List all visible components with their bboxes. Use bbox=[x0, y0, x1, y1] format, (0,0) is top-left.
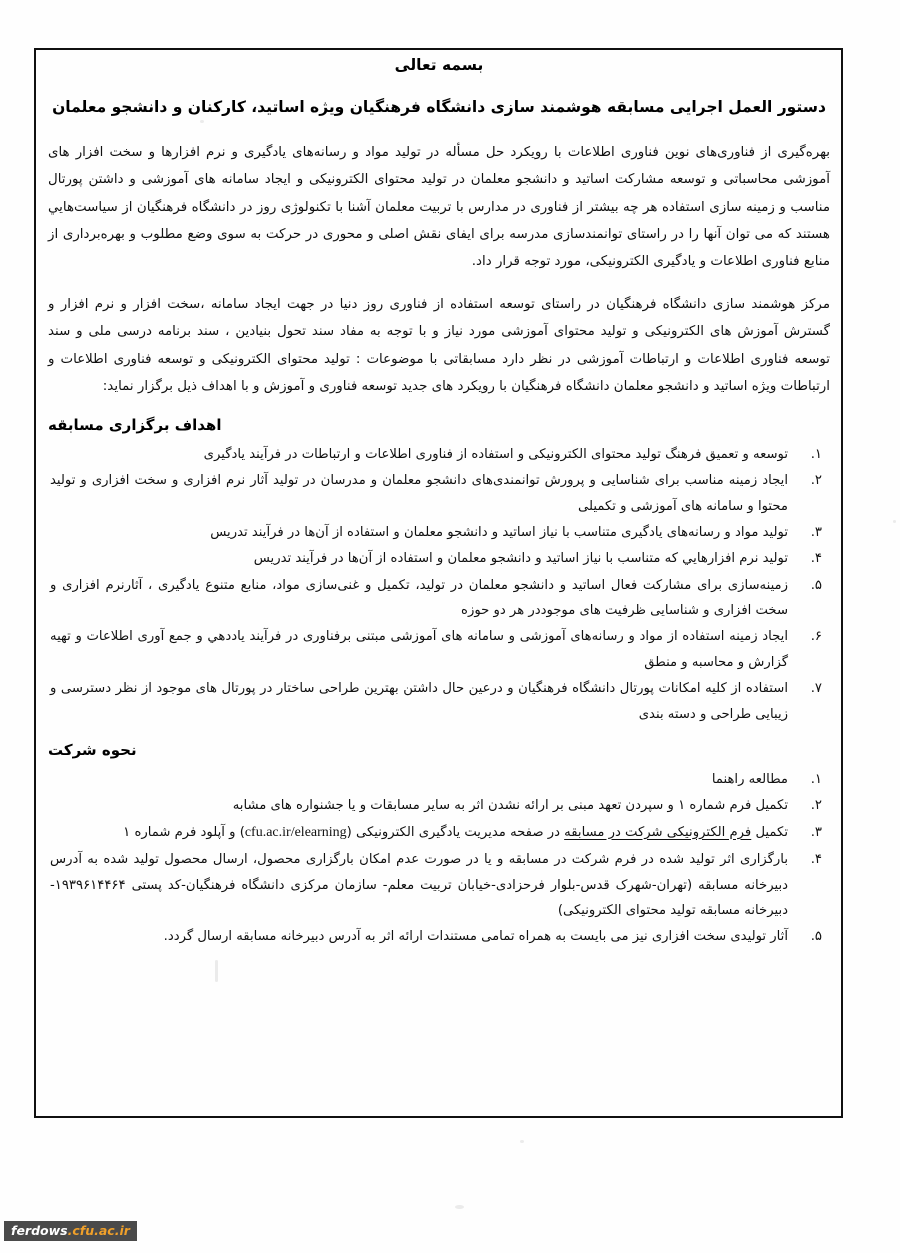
participation-item bbox=[48, 767, 822, 792]
goal-item-text: ایجاد زمینه استفاده از مواد و رسانه‌های آموزشی و سامانه های آموزشی مبتنی برفناوری در فرآیند یاددهي و جمع آوری اطلاعات و تهیه گزارش و محاسبه و منطق bbox=[50, 629, 788, 670]
participation-item-text: مطالعه راهنما bbox=[711, 771, 788, 787]
goal-item bbox=[48, 676, 822, 727]
goal-item bbox=[48, 624, 822, 675]
intro-paragraph-1: بهره‌گیری از فناوری‌های نوین فناوری اطلاعات با رویکرد حل مسأله در تولید مواد و رسانه‌های یادگیری و نرم افزارها و سخت افزار های آموزشی محاسباتی و توسعه مشارکت اساتید و دانشجو معلمان در تولید محتوای الکترونیکی و ایجاد سامانه های آموزشی و داشتن پورتال مناسب و زمینه سازی استفاده هر چه بیشتر از فناوری در مدارس با تربیت معلمان آشنا با تکنولوژی روز در دانشگاه فرهنگیان از سیاست‌هایي هستند که می توان آنها را در راستای توانمندسازی مدرسه برای ایفای نقش اصلی و محوری در حرکت به سوی وضع مطلوب و بهره‌برداری از منابع فناوری اطلاعات و یادگیری الکترونیکی، مورد توجه قرار داد. bbox=[48, 145, 830, 270]
goal-item-text: تولید مواد و رسانه‌های یادگیری متناسب با نیاز اساتید و دانشجو معلمان و استفاده از آن‌ها در فرآیند تدریس bbox=[210, 525, 788, 541]
goal-item bbox=[48, 442, 822, 467]
goal-item-number: ۷. bbox=[810, 681, 822, 697]
bismillah-heading: بسمه تعالی bbox=[394, 56, 484, 74]
participation-item-number: ۳. bbox=[810, 824, 822, 840]
participation-item bbox=[48, 924, 822, 949]
intro-paragraph-2: مرکز هوشمند سازی دانشگاه فرهنگیان در راستای توسعه استفاده از فناوری روز دنیا در جهت ایجاد سامانه ،سخت افزار و نرم افزار و گسترش آموزش های الکترونیکی و تولید محتوای آموزشی مورد نیاز و با توجه به مفاد سند تحول بنیادین ، سند برنامه درسی ملی و سند توسعه فناوری اطلاعات و ارتباطات آموزشی در نظر دارد مسابقاتی با موضوعات : تولید محتوای الکترونیکی و توسعه فناوری اطلاعات و ارتباطات ویژه اساتید و دانشجو معلمان دانشگاه فرهنگیان با رویکرد های جدید توسعه فناوری و آموزش و با اهداف ذیل برگزار نماید: bbox=[48, 297, 830, 394]
elearning-url[interactable]: cfu.ac.ir/elearning bbox=[244, 824, 347, 840]
participation-item-text: آثار تولیدی سخت افزاری نیز می بایست به همراه تمامی مستندات ارائه اثر به آدرس دبیرخانه مسابقه ارسال گردد. bbox=[163, 929, 788, 945]
watermark-primary-text: ferdows bbox=[11, 1222, 68, 1238]
watermark-secondary-text: .cfu.ac.ir bbox=[67, 1222, 130, 1238]
participation-item bbox=[48, 820, 822, 847]
goal-item bbox=[48, 520, 822, 545]
goal-item-text: زمینه‌سازی برای مشارکت فعال اساتید و دانشجو معلمان در تولید، تکمیل و غنی‌سازی مواد، منابع متنوع یادگیری ، آثارنرم افزاری و سخت افزاری و شناسایی ظرفیت های موجوددر هر دو حوزه bbox=[50, 577, 788, 619]
goal-item-text: تولید نرم افزارهایي که متناسب با نیاز اساتید و دانشجو معلمان و استفاده از آن‌ها در فرآیند تدریس bbox=[253, 551, 788, 567]
participation-item-text: تکمیل فرم شماره ۱ و سپردن تعهد مبنی بر ارائه نشدن اثر به سایر مسابقات و یا جشنواره های مشابه bbox=[232, 798, 788, 814]
goal-item bbox=[48, 468, 822, 519]
participation-item-number: ۵. bbox=[810, 929, 822, 945]
section-heading-goals: اهداف برگزاری مسابقه bbox=[48, 416, 222, 435]
scan-speckle bbox=[520, 1140, 524, 1143]
goal-item-number: ۲. bbox=[810, 473, 822, 489]
goal-item-text: توسعه و تعمیق فرهنگ تولید محتوای الکترونیکی و استفاده از فناوری اطلاعات و ارتباطات در فرآیند یادگیری bbox=[203, 447, 788, 463]
goals-list bbox=[48, 442, 830, 727]
scan-speckle bbox=[455, 1205, 464, 1209]
goal-item-number: ۶. bbox=[810, 629, 822, 645]
site-watermark-badge bbox=[4, 1221, 137, 1241]
goal-item-text: ایجاد زمینه مناسب برای شناسایی و پرورش توانمندی‌های دانشجو معلمان و مدرسان در تولید آثار نرم افزاری و سخت افزاری و تولید محتوا و سامانه های آموزشی و تکمیلی bbox=[50, 473, 788, 514]
participation-item bbox=[48, 847, 822, 923]
participation-item-text: بارگزاری اثر تولید شده در فرم شرکت در مسابقه و یا در صورت عدم امکان بارگزاری محصول، ارسال محصول تولید شده به آدرس دبیرخانه مسابقه (تهران-شهرک قدس-بلوار فرحزادی-خیابان تربیت معلم- سازمان مرکزی دانشگاه فرهنگیان-کد پستی ۱۹۳۹۶۱۴۴۶۴-دبیرخانه مسابقه تولید محتوای الکترونیکی) bbox=[50, 852, 788, 919]
document-content bbox=[48, 56, 830, 954]
document-title: دستور العمل اجرایی مسابقه هوشمند سازی دانشگاه فرهنگیان ویژه اساتید، کارکنان و دانشجو معلمان bbox=[52, 98, 826, 116]
electronic-form-link[interactable]: فرم الکترونیکی شرکت در مسابقه bbox=[564, 824, 752, 840]
section-heading-participation: نحوه شرکت bbox=[48, 740, 137, 759]
goal-item-number: ۳. bbox=[810, 525, 822, 541]
goal-item-number: ۱. bbox=[810, 447, 822, 463]
scan-speckle bbox=[893, 520, 896, 523]
goal-item-text: استفاده از کلیه امکانات پورتال دانشگاه فرهنگیان و درعین حال داشتن بهترین طراحی ساختار در پورتال های موجود از نظر دسترسی و زیبایی طراحی و دسته بندی bbox=[50, 681, 788, 722]
participation-item-text: تکمیل فرم الکترونیکی شرکت در مسابقه در صفحه مدیریت یادگیری الکترونیکی (cfu.ac.ir/elearning) و آپلود فرم شماره ۱ bbox=[123, 824, 788, 840]
goal-item-number: ۵. bbox=[810, 577, 822, 593]
goal-item bbox=[48, 573, 822, 624]
participation-list bbox=[48, 767, 830, 950]
participation-item-number: ۲. bbox=[810, 798, 822, 814]
participation-item-number: ۴. bbox=[810, 852, 822, 868]
participation-item bbox=[48, 793, 822, 818]
participation-item-number: ۱. bbox=[810, 771, 822, 787]
goal-item bbox=[48, 546, 822, 571]
goal-item-number: ۴. bbox=[810, 551, 822, 567]
